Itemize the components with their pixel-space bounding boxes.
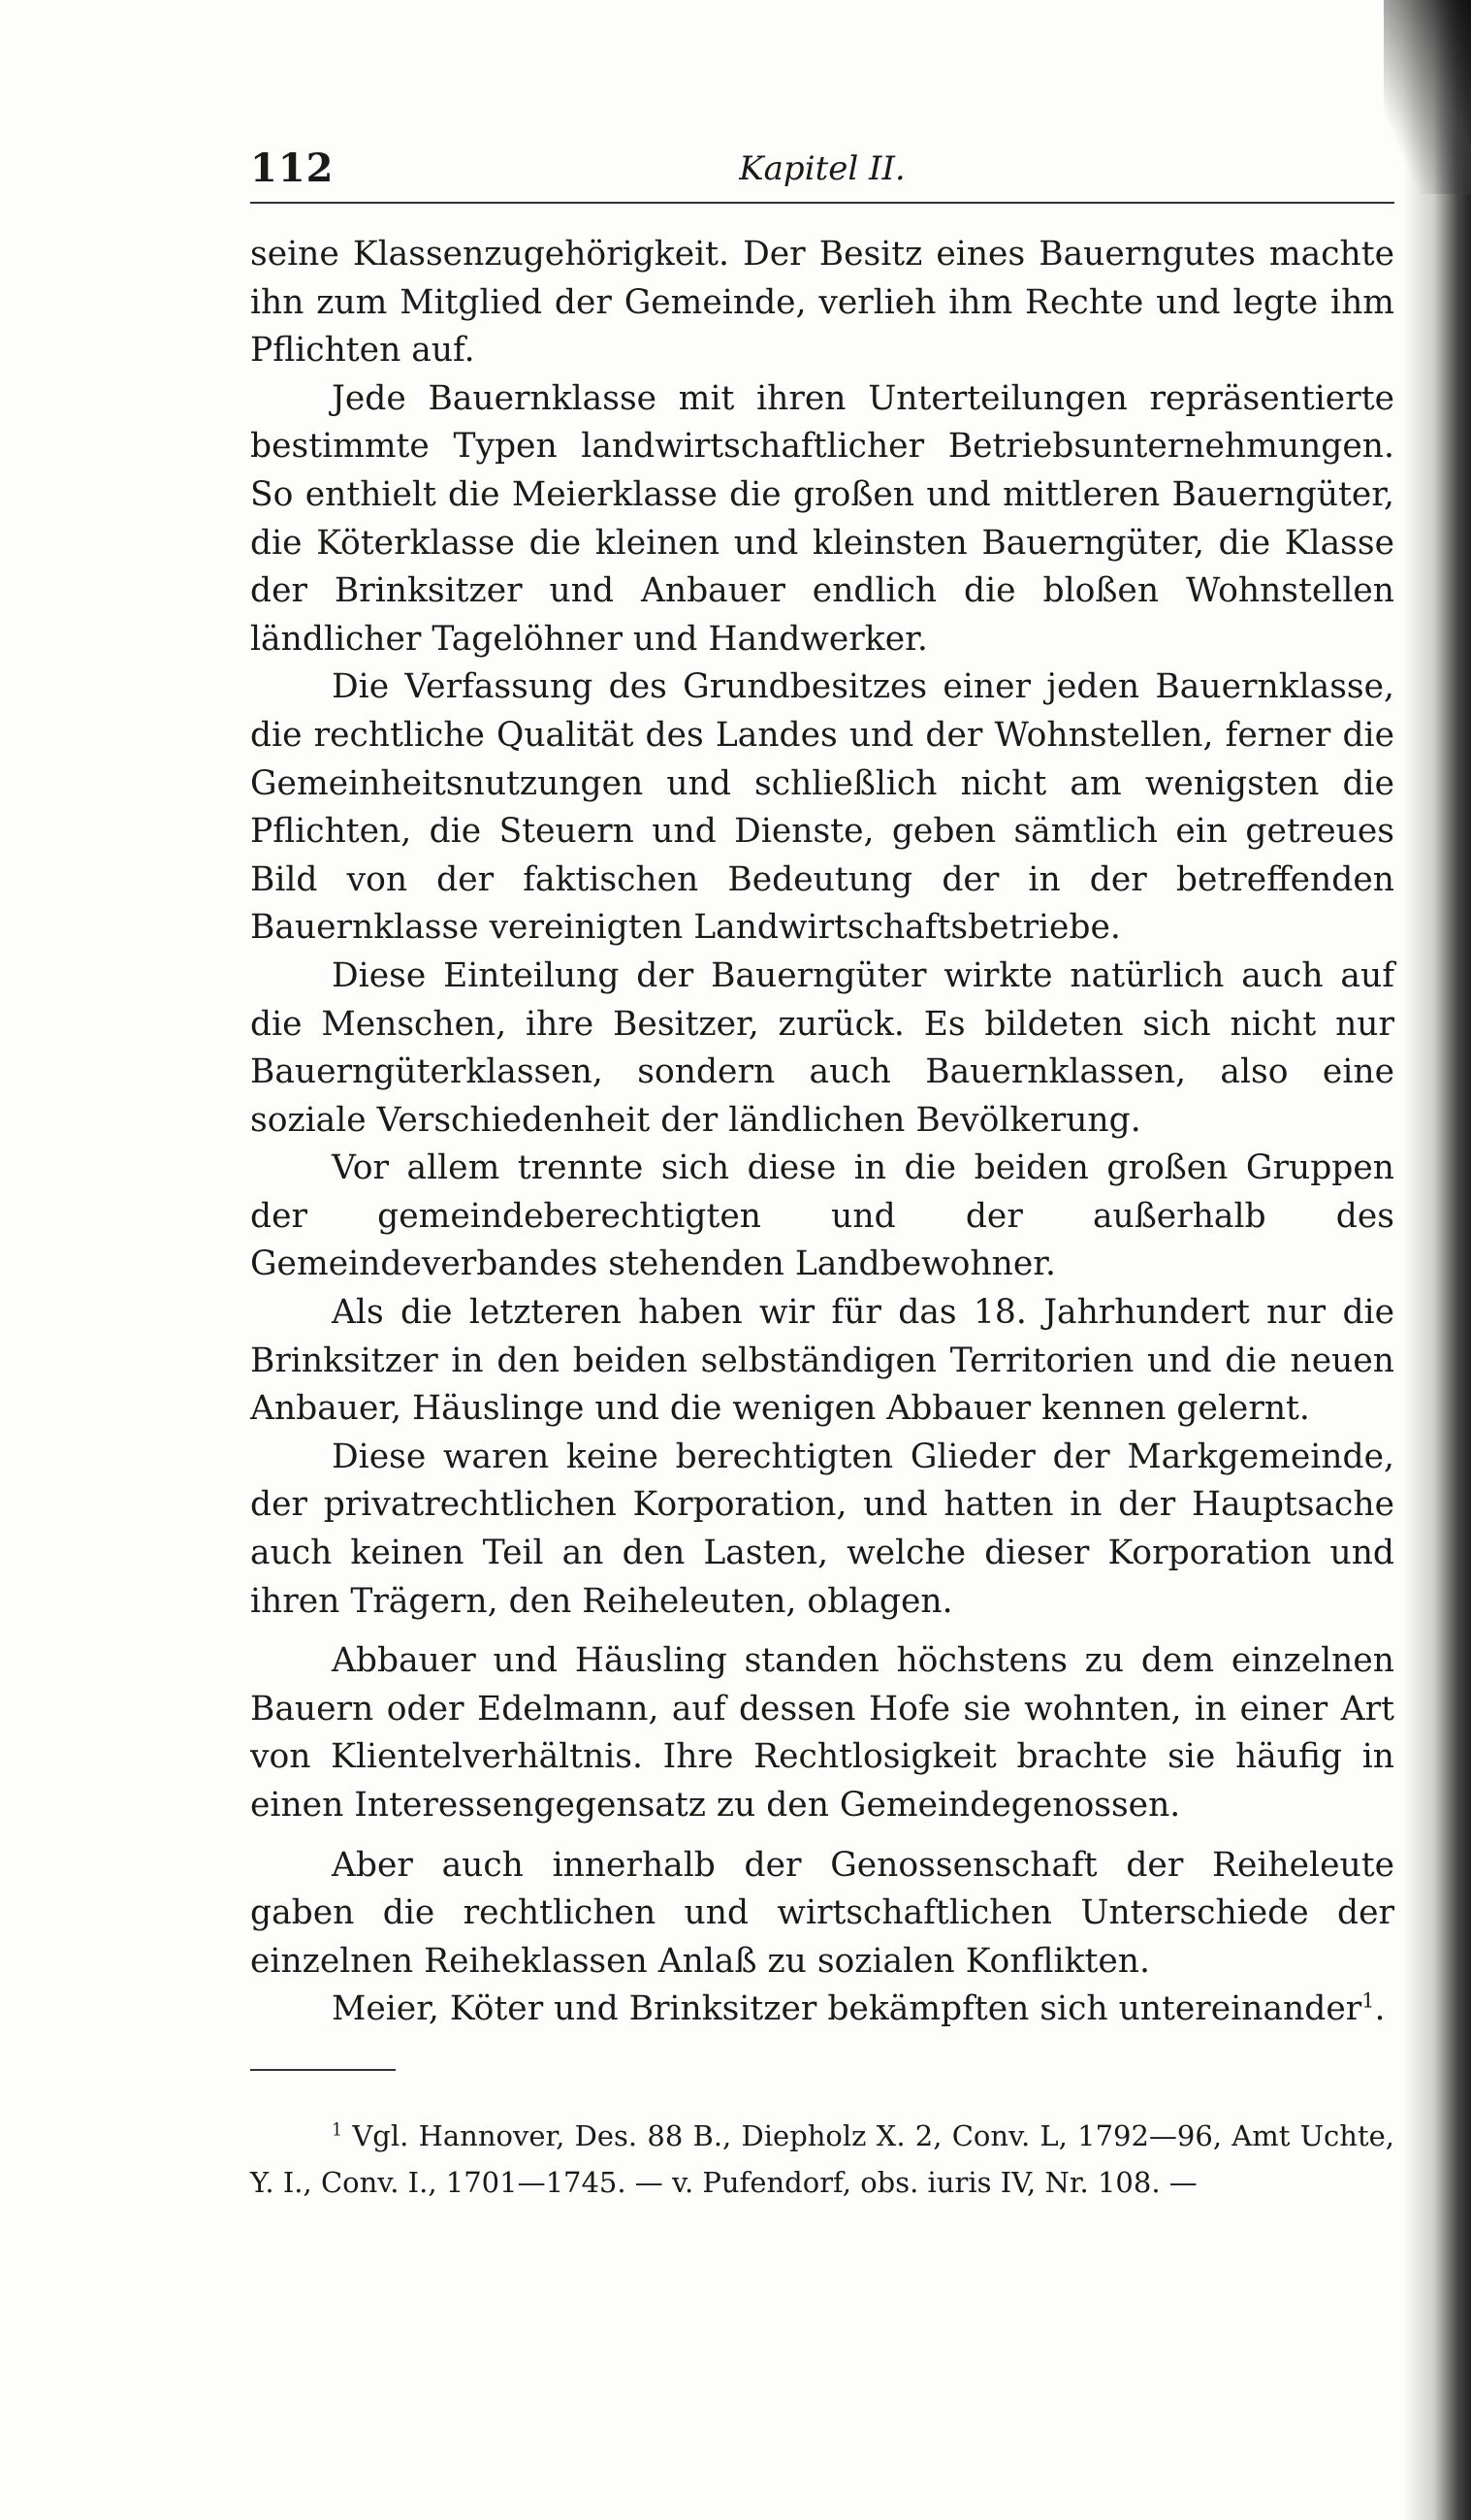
paragraph: Aber auch innerhalb der Genossenschaft der Reiheleute gaben die rechtlichen und wirtschaftlichen Unterschiede der einzelnen Reiheklassen Anlaß zu sozialen Konflikten. <box>250 1845 1394 1981</box>
paragraph: Diese Einteilung der Bauerngüter wirkte natürlich auch auf die Menschen, ihre Besitzer, zurück. Es bildeten sich nicht nur Bauerngüterklassen, sondern auch Bauernklassen, also eine soziale Verschiedenheit der ländlichen Bevölkerung. <box>250 955 1394 1140</box>
footnote-marker: 1 <box>332 2120 343 2141</box>
paragraph: Jede Bauernklasse mit ihren Unterteilungen repräsentierte bestimmte Typen landwirtschaftlicher Betriebsunternehmungen. So enthielt die Meierklasse die großen und mittleren Bauerngüter, die Köterklasse die kleinen und kleinsten Bauerngüter, die Klasse der Brinksitzer und Anbauer endlich die bloßen Wohnstellen ländlicher Tagelöhner und Handwerker. <box>250 378 1394 659</box>
footnote <box>250 2113 1394 2206</box>
paragraph: Diese waren keine berechtigten Glieder der Markgemeinde, der privatrechtlichen Korporation, und hatten in der Hauptsache auch keinen Teil an den Lasten, welche dieser Korporation und ihren Trägern, den Reiheleuten, oblagen. <box>250 1437 1394 1621</box>
footnote-reference: 1 <box>1361 1988 1375 2013</box>
footnote-text: Vgl. Hannover, Des. 88 B., Diepholz X. 2, Conv. L, 1792—96, Amt Uchte, Y. I., Conv. I., 1701—1745. — v. Pufendorf, obs. iuris IV, Nr. 108. — <box>250 2119 1395 2199</box>
paragraph: Abbauer und Häusling standen höchstens zu dem einzelnen Bauern oder Edelmann, auf dessen Hofe sie wohnten, in einer Art von Klientelverhältnis. Ihre Rechtlosigkeit brachte sie häufig in einen Interessengegensatz zu den Gemeindegenossen. <box>250 1641 1394 1825</box>
paragraph: seine Klassenzugehörigkeit. Der Besitz eines Bauerngutes machte ihn zum Mitglied der Gemeinde, verlieh ihm Rechte und legte ihm Pflichten auf. <box>250 235 1394 371</box>
paragraph-last: Meier, Köter und Brinksitzer bekämpften sich untereinander$^1$. <box>332 1988 1386 2029</box>
page-header <box>250 145 1394 204</box>
footnote-rule <box>250 2069 396 2071</box>
paragraph: Vor allem trennte sich diese in die beiden großen Gruppen der gemeindeberechtigten und der außerhalb des Gemeindeverbandes stehenden Landbewohner. <box>250 1148 1394 1284</box>
scan-edge-corner <box>1384 0 1471 194</box>
page-number: 112 <box>250 145 335 191</box>
paragraph: Als die letzteren haben wir für das 18. Jahrhundert nur die Brinksitzer in den beiden selbständigen Territorien und die neuen Anbauer, Häuslinge und die wenigen Abbauer kennen gelernt. <box>250 1293 1394 1429</box>
running-head: Kapitel II. <box>739 149 906 188</box>
body-text <box>250 231 1394 2034</box>
paragraph: Die Verfassung des Grundbesitzes einer jeden Bauernklasse, die rechtliche Qualität des Landes und der Wohnstellen, ferner die Gemeinheitsnutzungen und schließlich nicht am wenigsten die Pflichten, die Steuern und Dienste, geben sämtlich ein getreues Bild von der faktischen Bedeutung der in der betreffenden Bauernklasse vereinigten Landwirtschaftsbetriebe. <box>250 667 1394 948</box>
scan-edge-shadow <box>1403 0 1471 2520</box>
paragraph-text: Meier, Köter und Brinksitzer bekämpften sich untereinander <box>332 1989 1362 2029</box>
